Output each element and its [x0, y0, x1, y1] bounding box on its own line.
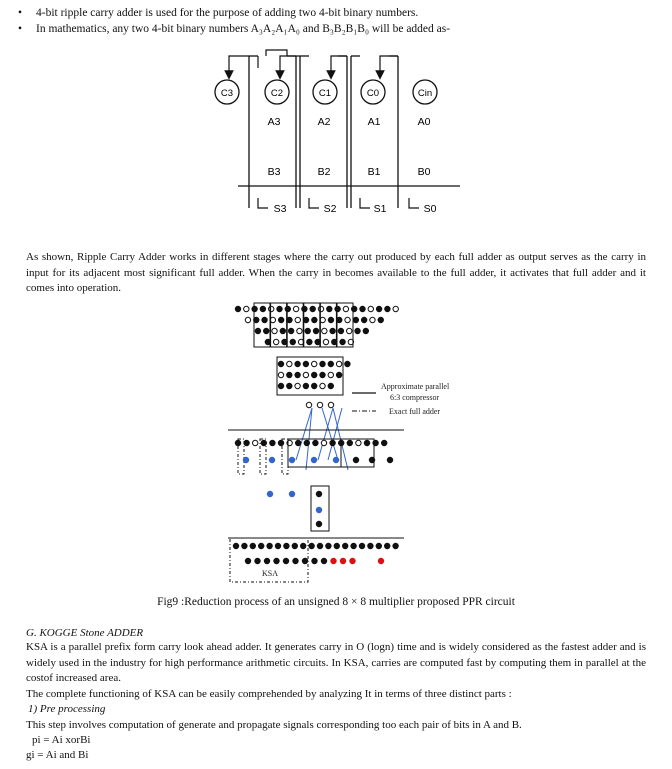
bullet-item-2 — [18, 22, 450, 36]
figure-caption: Fig9 :Reduction process of an unsigned 8 × 8 multiplier proposed PPR circuit — [157, 596, 515, 608]
pp-dot — [275, 543, 280, 548]
ripple-carry-adder-diagram — [0, 40, 672, 230]
pp-dot — [274, 558, 279, 563]
legend-text-2: 6:3 compressor — [390, 393, 440, 402]
equation-generate: gi = Ai and Bi — [26, 749, 89, 761]
legend-text-3: Exact full adder — [389, 407, 441, 416]
pp-dot — [359, 543, 364, 548]
pp-dot — [316, 491, 321, 496]
pp-dot — [289, 491, 294, 496]
connector-line — [318, 408, 333, 460]
pp-dot — [285, 306, 290, 311]
pp-dot — [321, 558, 326, 563]
pp-dot — [312, 558, 317, 563]
s-label-2: S2 — [323, 203, 337, 215]
carry-label-cin: Cin — [417, 88, 433, 99]
b-label-2: B2 — [317, 166, 331, 178]
pp-dot — [351, 543, 356, 548]
pp-dot — [318, 306, 323, 311]
carry-label-c0: C0 — [366, 88, 380, 99]
pp-dot — [303, 361, 308, 366]
section-heading: G. KOGGE Stone ADDER — [26, 627, 144, 639]
pp-dot — [280, 328, 285, 333]
pp-dot — [255, 328, 260, 333]
ppr-reduction-diagram — [0, 300, 672, 590]
pp-dot — [338, 328, 343, 333]
pp-dot — [364, 440, 369, 445]
pp-dot — [331, 558, 336, 563]
pp-dot — [304, 440, 309, 445]
pp-dot — [295, 372, 300, 377]
legend-text-1: Approximate parallel — [381, 382, 450, 391]
pp-dot — [302, 558, 307, 563]
bullet-dot-icon: • — [18, 7, 23, 19]
carry-nodes — [215, 80, 437, 104]
ksa-paragraph: KSA is a parallel prefix form carry look ahead adder. It generates carry in O (logn) time and is widely considered as the fastest adder and is widely used in the industry for high performance arithmetic circuits. In KSA, carries are computed fast by computing them in parallel at the costof increased area. — [26, 641, 646, 684]
pp-dot — [293, 306, 298, 311]
pp-dot — [278, 372, 283, 377]
pp-dot — [295, 361, 300, 366]
pp-dot — [283, 558, 288, 563]
pp-dot — [327, 306, 332, 311]
b-label-3: B3 — [267, 166, 281, 178]
pp-dot — [262, 317, 267, 322]
pp-dot — [316, 507, 321, 512]
pp-dot — [322, 328, 327, 333]
pp-dot — [368, 306, 373, 311]
pp-dot — [328, 383, 333, 388]
pp-dot — [326, 543, 331, 548]
subheading-preprocessing: 1) Pre processing — [28, 703, 106, 715]
pp-dot — [297, 328, 302, 333]
pp-dot — [350, 558, 355, 563]
pp-dot — [267, 491, 272, 496]
pp-dot — [352, 306, 357, 311]
pp-dot — [328, 402, 333, 407]
pp-dot — [253, 440, 258, 445]
pp-dot — [295, 383, 300, 388]
pp-dot — [233, 543, 238, 548]
pp-dot — [307, 339, 312, 344]
carry-label-c3: C3 — [220, 88, 234, 99]
pp-dot — [273, 339, 278, 344]
pp-dot — [302, 306, 307, 311]
pp-dot — [393, 543, 398, 548]
a-label-2: A2 — [317, 116, 331, 128]
pp-dot — [270, 440, 275, 445]
pp-dot — [378, 558, 383, 563]
pp-dot — [272, 328, 277, 333]
b-label-0: B0 — [417, 166, 431, 178]
pp-dot — [312, 361, 317, 366]
pp-dot — [303, 383, 308, 388]
carry-label-c1: C1 — [318, 88, 332, 99]
pp-dot — [235, 306, 240, 311]
pp-dot — [277, 306, 282, 311]
pp-dot — [287, 361, 292, 366]
pp-dot — [320, 372, 325, 377]
pp-dot — [385, 306, 390, 311]
pp-dot — [264, 328, 269, 333]
pp-dot — [264, 558, 269, 563]
pp-dot — [361, 317, 366, 322]
pp-dot — [321, 440, 326, 445]
bullet-dot-icon: • — [18, 23, 23, 35]
pp-dot — [393, 306, 398, 311]
pp-dot — [278, 383, 283, 388]
bullet-text: In mathematics, any two 4-bit binary numbers A₃A₂A₁A₀ and B₃B₂B₁B₀ will be added as- — [36, 23, 451, 35]
pp-dot — [320, 383, 325, 388]
ksa-parts-paragraph: The complete functioning of KSA can be easily comprehended by analyzing It in terms of three distinct parts : — [26, 688, 512, 700]
pp-dot — [347, 440, 352, 445]
equation-propagate: pi = Ai xorBi — [32, 734, 91, 746]
pp-dot — [382, 440, 387, 445]
pp-dot — [328, 372, 333, 377]
pp-dot — [245, 317, 250, 322]
pp-dot — [309, 543, 314, 548]
pp-dot — [335, 306, 340, 311]
bullet-item-1 — [18, 6, 418, 20]
pp-dot — [290, 339, 295, 344]
pp-dot — [343, 543, 348, 548]
a-label-0: A0 — [417, 116, 431, 128]
pp-dot — [244, 440, 249, 445]
pp-dot — [293, 558, 298, 563]
pp-dot — [353, 317, 358, 322]
pp-dot — [245, 558, 250, 563]
pp-dot — [278, 317, 283, 322]
pp-dot — [311, 457, 316, 462]
pp-dot — [313, 440, 318, 445]
pp-dot — [317, 543, 322, 548]
pp-dot — [296, 440, 301, 445]
pp-dot — [317, 402, 322, 407]
pp-dot — [313, 328, 318, 333]
pp-dot — [303, 372, 308, 377]
pp-dot — [363, 328, 368, 333]
pp-dot — [269, 457, 274, 462]
pp-dot — [295, 317, 300, 322]
pp-dot — [267, 543, 272, 548]
pp-dot — [316, 521, 321, 526]
pp-dot — [340, 558, 345, 563]
pp-dot — [343, 306, 348, 311]
pp-dot — [387, 457, 392, 462]
pp-dot — [289, 457, 294, 462]
pp-dot — [312, 383, 317, 388]
pp-dot — [287, 372, 292, 377]
pp-dot — [333, 457, 338, 462]
pp-dot — [284, 543, 289, 548]
pp-dot — [347, 328, 352, 333]
pp-dot — [340, 339, 345, 344]
pp-dot — [278, 440, 283, 445]
pp-dot — [360, 306, 365, 311]
pp-dot — [320, 361, 325, 366]
pp-dot — [378, 317, 383, 322]
carry-label-c2: C2 — [270, 88, 284, 99]
pp-dot — [306, 402, 311, 407]
a-label-3: A3 — [267, 116, 281, 128]
pp-dot — [252, 306, 257, 311]
pp-dot — [376, 543, 381, 548]
pp-dot — [334, 543, 339, 548]
pp-dot — [353, 457, 358, 462]
pp-dot — [356, 440, 361, 445]
pp-dot — [330, 440, 335, 445]
pp-dot — [260, 306, 265, 311]
pp-dot — [305, 328, 310, 333]
rca-description-paragraph: As shown, Ripple Carry Adder works in different stages where the carry out produced by each full adder as output serves as the carry in input for its adjacent most significant full adder. When the carry in becomes available to the full adder, it activates that full adder and it comes into operation. — [26, 251, 646, 294]
pp-dot — [255, 558, 260, 563]
pp-dot — [385, 543, 390, 548]
pp-dot — [301, 543, 306, 548]
pp-dot — [330, 328, 335, 333]
pp-dot — [312, 317, 317, 322]
pp-dot — [345, 361, 350, 366]
pp-dot — [259, 543, 264, 548]
pp-dot — [376, 306, 381, 311]
s-label-1: S1 — [373, 203, 387, 215]
b-label-1: B1 — [367, 166, 381, 178]
s-label-3: S3 — [273, 203, 287, 215]
pp-dot — [242, 543, 247, 548]
s-label-0: S0 — [423, 203, 437, 215]
preprocessing-paragraph: This step involves computation of generate and propagate signals corresponding too each pair of bits in A and B. — [26, 719, 522, 731]
a-label-1: A1 — [367, 116, 381, 128]
pp-dot — [243, 457, 248, 462]
pp-dot — [312, 372, 317, 377]
pp-dot — [355, 328, 360, 333]
bullet-text: 4-bit ripple carry adder is used for the purpose of adding two 4-bit binary numbers. — [36, 7, 419, 19]
pp-dot — [292, 543, 297, 548]
ksa-label: KSA — [262, 569, 279, 578]
pp-dot — [328, 361, 333, 366]
pp-dot — [269, 306, 274, 311]
pp-dot — [370, 317, 375, 322]
pp-dot — [336, 361, 341, 366]
pp-dot — [336, 372, 341, 377]
pp-dot — [328, 317, 333, 322]
pp-dot — [250, 543, 255, 548]
pp-dot — [287, 383, 292, 388]
pp-dot — [369, 457, 374, 462]
pp-dot — [310, 306, 315, 311]
pp-dot — [244, 306, 249, 311]
pp-dot — [368, 543, 373, 548]
pp-dot — [323, 339, 328, 344]
pp-dot — [278, 361, 283, 366]
pp-dot — [288, 328, 293, 333]
pp-dot — [345, 317, 350, 322]
